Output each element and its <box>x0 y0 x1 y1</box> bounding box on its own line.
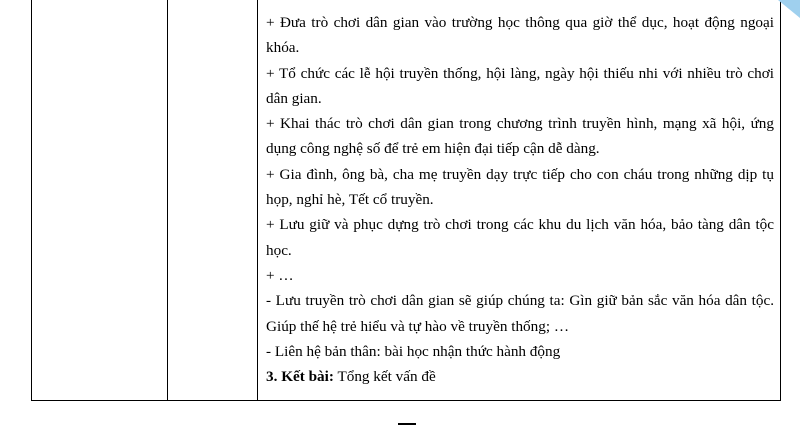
paragraph-benefits: - Lưu truyền trò chơi dân gian sẽ giúp chúng ta: Gìn giữ bản sắc văn hóa dân tộc. Giúp thế hệ trẻ hiểu và tự hào về truyền thống; … <box>266 292 774 335</box>
paragraph-ellipsis: + … <box>266 266 294 284</box>
paragraph-media: + Khai thác trò chơi dân gian trong chương trình truyền hình, mạng xã hội, ứng dụng công nghệ số để trẻ em hiện đại tiếp cận dễ dàng. <box>266 115 774 158</box>
conclusion-heading: 3. Kết bài: <box>266 368 334 386</box>
paragraph-museums: + Lưu giữ và phục dựng trò chơi trong các khu du lịch văn hóa, bảo tàng dân tộc học. <box>266 216 774 259</box>
content-table <box>31 0 781 401</box>
paragraph-self-connection: - Liên hệ bản thân: bài học nhận thức hành động <box>266 342 561 360</box>
content-cell <box>266 10 774 389</box>
paragraph-festivals: + Tổ chức các lễ hội truyền thống, hội làng, ngày hội thiếu nhi với nhiều trò chơi dân gian. <box>266 64 774 107</box>
conclusion-text: Tổng kết vấn đề <box>333 368 436 386</box>
page-footer-mark <box>398 423 416 425</box>
conclusion-line <box>266 364 774 389</box>
page-corner-decoration <box>774 0 800 20</box>
column-divider-1 <box>167 0 168 400</box>
corner-triangle <box>778 0 800 18</box>
paragraph-school-games: + Đưa trò chơi dân gian vào trường học thông qua giờ thể dục, hoạt động ngoại khóa. <box>266 14 774 57</box>
column-divider-2 <box>257 0 258 400</box>
paragraph-family: + Gia đình, ông bà, cha mẹ truyền dạy trực tiếp cho con cháu trong những dịp tụ họp, nghỉ hè, Tết cổ truyền. <box>266 165 774 209</box>
